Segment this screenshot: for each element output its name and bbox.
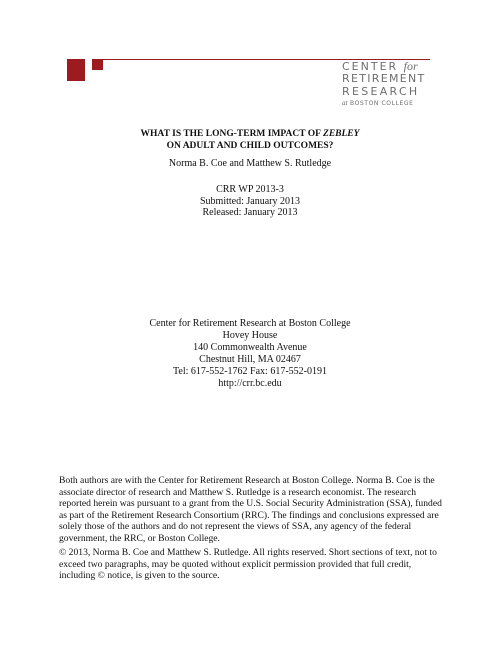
logo-square-small	[92, 59, 103, 70]
logo-for-text: for	[403, 59, 418, 73]
copyright-paragraph: © 2013, Norma B. Coe and Matthew S. Rutledge. All rights reserved. Short sections of text, not to exceed two paragraphs, may be quoted without explicit permission provided that full credit, including © notice, is given to the source.	[59, 547, 437, 582]
disclaimer-paragraph: Both authors are with the Center for Retirement Research at Boston College. Norma B. Coe is the associate director of research and Matthew S. Rutledge is a research economist. The research reported herein was pursuant to a grant from the U.S. Social Security Administration (SSA), funded as part of the Retirement Research Consortium (RRC). The findings and conclusions expressed are solely those of the authors and do not represent the views of SSA, any agency of the federal government, the RRC, or Boston College.	[59, 475, 442, 544]
title-line-2: ON ADULT AND CHILD OUTCOMES?	[166, 141, 334, 151]
address-street: 140 Commonwealth Avenue	[193, 342, 307, 353]
address-block	[0, 318, 500, 390]
authors: Norma B. Coe and Matthew S. Rutledge	[168, 158, 332, 169]
address-web: http://crr.bc.edu	[218, 378, 282, 389]
title-prefix: WHAT IS THE LONG-TERM IMPACT OF	[140, 129, 321, 139]
paper-title	[0, 128, 500, 152]
wp-released: Released: January 2013	[202, 207, 298, 218]
logo-line-2: RETIREMENT	[342, 72, 426, 85]
address-city: Chestnut Hill, MA 02467	[199, 354, 301, 365]
logo-square-large	[67, 59, 85, 81]
title-line-1	[0, 128, 500, 140]
logo-boston-college-text: BOSTON COLLEGE	[349, 100, 414, 107]
logo-line-4	[342, 100, 432, 107]
address-building: Hovey House	[222, 330, 278, 341]
logo-at-text: at	[342, 99, 348, 107]
address-phone: Tel: 617-552-1762 Fax: 617-552-0191	[172, 366, 327, 377]
wp-number: CRR WP 2013-3	[216, 184, 284, 195]
crr-logo	[342, 60, 432, 107]
wp-submitted: Submitted: January 2013	[200, 195, 300, 207]
title-italic-word: ZEBLEY	[323, 129, 360, 139]
logo-line-3: RESEARCH	[342, 85, 420, 98]
logo-center-text: CENTER	[342, 60, 399, 73]
working-paper-info	[0, 184, 500, 219]
address-org: Center for Retirement Research at Boston College	[149, 318, 351, 329]
